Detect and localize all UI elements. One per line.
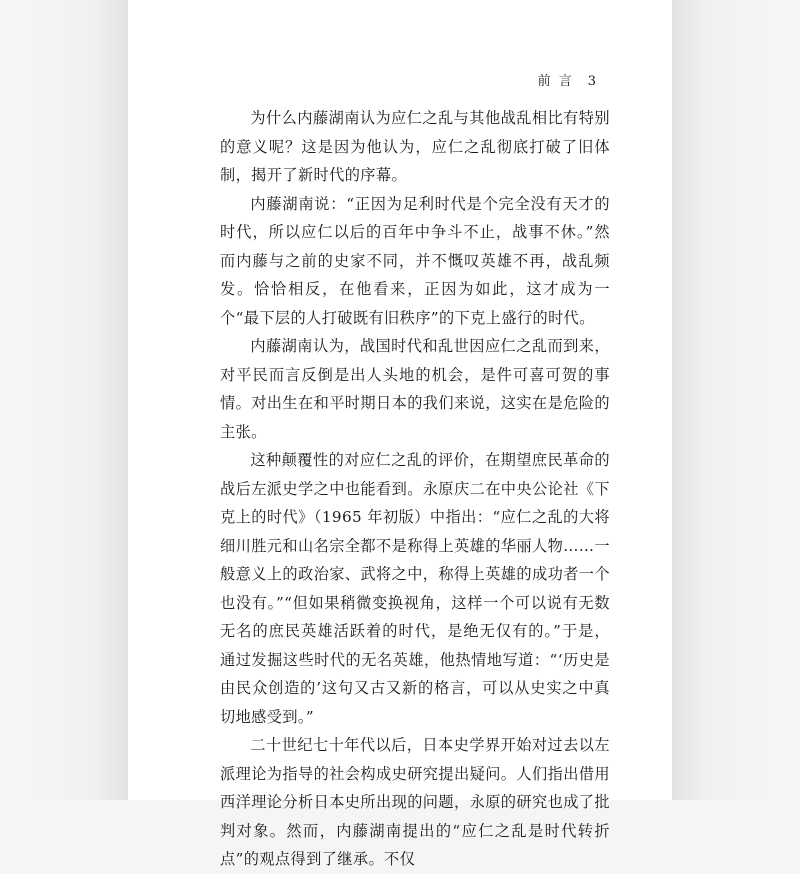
paragraph-3: 内藤湖南认为，战国时代和乱世因应仁之乱而到来，对平民而言反倒是出人头地的机会，是件可喜可贺的事情。对出生在和平时期日本的我们来说，这实在是危险的主张。 bbox=[220, 337, 610, 441]
page-gutter-left bbox=[0, 0, 130, 800]
running-head bbox=[538, 70, 598, 89]
paragraph-5: 二十世纪七十年代以后，日本史学界开始对过去以左派理论为指导的社会构成史研究提出疑问。人们指出借用西洋理论分析日本史所出现的问题，永原的研究也成了批判对象。然而，内藤湖南提出的“应仁之乱是时代转折点”的观点得到了继承。不仅 bbox=[220, 736, 610, 868]
chapter-title: 前 言 bbox=[537, 74, 574, 89]
page-number: 3 bbox=[587, 74, 598, 89]
book-page bbox=[128, 0, 672, 868]
paragraph-1: 为什么内藤湖南认为应仁之乱与其他战乱相比有特别的意义呢？这是因为他认为，应仁之乱彻底打破了旧体制，揭开了新时代的序幕。 bbox=[220, 109, 610, 184]
body-text bbox=[220, 104, 610, 874]
paragraph-4: 这种颠覆性的对应仁之乱的评价，在期望庶民革命的战后左派史学之中也能看到。永原庆二在中央公论社《下克上的时代》（1965 年初版）中指出：“应仁之乱的大将细川胜元和山名宗全都不是称得上英雄的华丽人物……一般意义上的政治家、武将之中，称得上英雄的成功者一个也没有。”“但如果稍微变换视角，这样一个可以说有无数无名的庶民英雄活跃着的时代，是绝无仅有的。”于是，通过发掘这些时代的无名英雄，他热情地写道：“‘历史是由民众创造的’这句又古又新的格言，可以从史实之中真切地感受到。” bbox=[220, 451, 610, 726]
page-gutter-right bbox=[670, 0, 800, 800]
paragraph-2: 内藤湖南说：“正因为足利时代是个完全没有天才的时代，所以应仁以后的百年中争斗不止，战事不休。”然而内藤与之前的史家不同，并不慨叹英雄不再，战乱频发。恰恰相反，在他看来，正因为如此，这才成为一个“最下层的人打破既有旧秩序”的下克上盛行的时代。 bbox=[220, 194, 610, 327]
